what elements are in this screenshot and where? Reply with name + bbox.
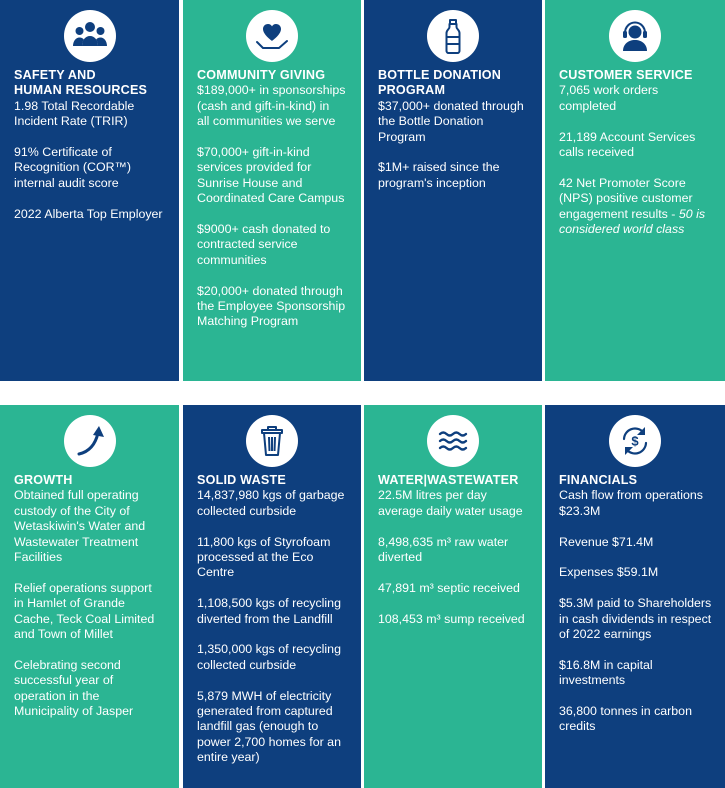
metric-dividends: $5.3M paid to Shareholders in cash dividends in respect of 2022 earnings [559,596,712,642]
tile-content [559,68,715,237]
metric-top-employer: 2022 Alberta Top Employer [14,206,163,221]
tile-community-giving [183,0,361,381]
water-waves-icon [427,415,479,467]
headset-icon [609,10,661,62]
metric-sump: 108,453 m³ sump received [378,611,525,626]
metric-styrofoam: 11,800 kgs of Styrofoam processed at the Eco Centre [197,534,331,580]
metric-wetaskiwin: Obtained full operating custody of the City of Wetaskiwin's Water and Wastewater Treatment Facilities [14,488,146,565]
tile-title: WATER|WASTEWATER [378,473,519,487]
tile-content [197,68,351,330]
metric-garbage: 14,837,980 kgs of garbage collected curbside [197,488,345,518]
tile-customer-service [545,0,725,381]
bottle-icon [427,10,479,62]
tile-content [14,68,169,222]
tile-growth [0,405,179,788]
tile-content [14,473,169,719]
tile-water-wastewater [364,405,542,788]
metric-revenue: Revenue $71.4M [559,534,654,549]
tile-title: SOLID WASTE [197,473,286,487]
metric-account-calls: 21,189 Account Services calls received [559,129,696,160]
metric-employee-sponsorship: $20,000+ donated through the Employee Sponsorship Matching Program [197,283,346,329]
tile-title: FINANCIALS [559,473,638,487]
tile-title: SAFETY AND HUMAN RESOURCES [14,68,148,98]
arrow-up-icon [64,415,116,467]
tile-title: COMMUNITY GIVING [197,68,326,82]
metric-capital-investments: $16.8M in capital investments [559,657,653,688]
metric-raised-since-inception: $1M+ raised since the program's inception [378,160,500,190]
tile-safety [0,0,179,381]
heart-hand-icon [246,10,298,62]
people-icon [64,10,116,62]
metric-cash-flow: Cash flow from operations $23.3M [559,488,703,518]
tile-content [378,68,532,191]
metric-expenses: Expenses $59.1M [559,565,659,580]
tile-solid-waste [183,405,361,788]
metric-gift-in-kind: $70,000+ gift-in-kind services provided for Sunrise House and Coordinated Care Campus [197,145,345,206]
trash-icon [246,415,298,467]
metric-electricity: 5,879 MWH of electricity generated from captured landfill gas (enough to power 2,700 homes for an entire year) [197,688,341,765]
metric-jasper: Celebrating second successful year of operation in the Municipality of Jasper [14,657,134,719]
metric-bottle-donated: $37,000+ donated through the Bottle Donation Program [378,98,524,144]
metric-carbon-credits: 36,800 tonnes in carbon credits [559,704,692,734]
tile-title: BOTTLE DONATION PROGRAM [378,68,502,98]
metric-raw-water: 8,498,635 m³ raw water diverted [378,534,509,565]
tile-title: GROWTH [14,473,73,487]
cash-cycle-icon [609,415,661,467]
svg-text:$: $ [631,433,639,449]
metric-daily-water: 22.5M litres per day average daily water usage [378,488,523,518]
tile-title: CUSTOMER SERVICE [559,68,693,82]
metric-work-orders: 7,065 work orders completed [559,83,659,113]
tile-content [559,473,715,735]
tile-content [197,473,351,766]
metric-nps: 42 Net Promoter Score (NPS) positive customer engagement results - 50 is considered world class [559,175,706,237]
metric-recycling-diverted: 1,108,500 kgs of recycling diverted from the Landfill [197,596,341,626]
metric-trir: 1.98 Total Recordable Incident Rate (TRIR) [14,98,135,129]
metric-septic: 47,891 m³ septic received [378,580,520,595]
metric-cor: 91% Certificate of Recognition (COR™) internal audit score [14,145,132,190]
tile-content [378,473,532,627]
metric-cash-donated: $9000+ cash donated to contracted service communities [197,222,331,267]
metric-relief-operations: Relief operations support in Hamlet of Grande Cache, Teck Coal Limited and Town of Millet [14,580,155,642]
tile-financials [545,405,725,788]
metric-sponsorships: $189,000+ in sponsorships (cash and gift-in-kind) in all communities we serve [197,83,346,129]
metric-recycling-curbside: 1,350,000 kgs of recycling collected curbside [197,642,341,672]
tile-bottle-donation [364,0,542,381]
